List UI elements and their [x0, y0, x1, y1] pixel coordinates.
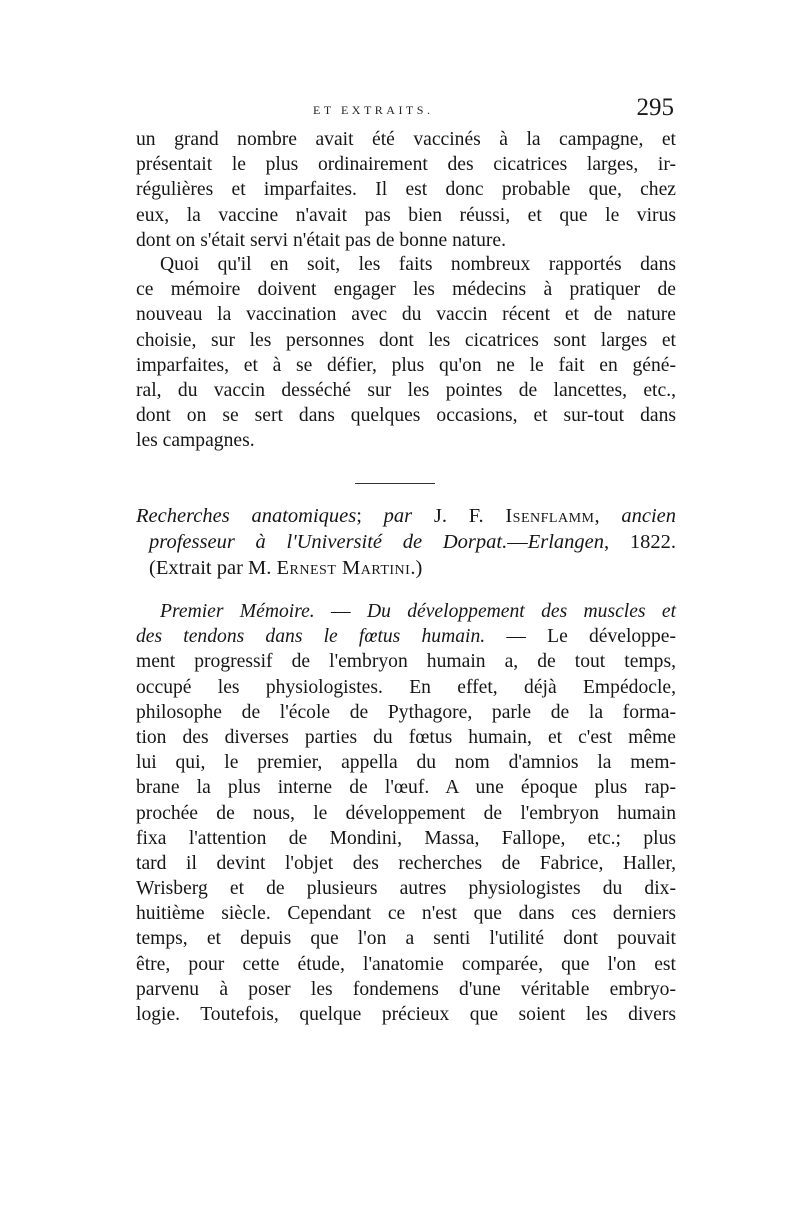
text-line: philosophe de l'école de Pythagore, parle de la forma-: [136, 701, 676, 723]
paragraph-vaccination-advice: [136, 252, 676, 454]
section-divider: [355, 483, 435, 484]
article-title-line: Recherches anatomiques; par J. F. Isenflamm, ancien: [136, 505, 677, 527]
text-line: un grand nombre avait été vaccinés à la campagne, et: [136, 129, 676, 150]
article-title-line: professeur à l'Université de Dorpat.—Erlangen, 1822.: [149, 531, 677, 553]
text-line: choisie, sur les personnes dont les cicatrices sont larges et: [136, 329, 676, 351]
paragraph-vaccine-conclusion: [136, 127, 676, 253]
paragraph-first-memoir: [136, 599, 676, 1027]
publication-place: Erlangen: [527, 531, 605, 553]
running-head: ET EXTRAITS.: [313, 103, 434, 117]
text-line: eux, la vaccine n'avait pas bien réussi, et que le virus: [136, 204, 676, 226]
text-line: tion des diverses parties du fœtus humain, et c'est même: [136, 726, 676, 748]
text-line: être, pour cette étude, l'anatomie comparée, que l'on est: [136, 953, 676, 975]
text-line: nouveau la vaccination avec du vaccin récent et de nature: [136, 304, 676, 326]
text-line: les campagnes.: [136, 430, 255, 452]
article-extract-credit: (Extrait par M. Ernest Martini.): [149, 557, 423, 579]
text-line: lui qui, le premier, appella du nom d'amnios la mem-: [136, 752, 676, 774]
text-line: parvenu à poser les fondemens d'une véritable embryo-: [136, 978, 676, 1000]
text-line: temps, et depuis que l'on a senti l'utilité dont pouvait: [136, 928, 676, 950]
publication-year: , 1822.: [604, 531, 677, 553]
text-line: régulières et imparfaites. Il est donc probable que, chez: [136, 179, 676, 201]
author-name: Isenflamm: [505, 505, 595, 527]
text-line: fixa l'attention de Mondini, Massa, Fallope, etc.; plus: [136, 827, 676, 849]
article-heading: [136, 503, 676, 581]
text-line: imparfaites, et à se défier, plus qu'on ne le fait en géné-: [136, 354, 676, 376]
memoir-label: Premier Mémoire.: [160, 601, 315, 622]
memoir-subject: Du développement des muscles et: [366, 601, 677, 622]
text-line: ral, du vaccin desséché sur les pointes de lancettes, etc.,: [136, 379, 676, 401]
text-line: ment progressif de l'embryon humain a, de tout temps,: [136, 651, 676, 673]
text-line: dont on se sert dans quelques occasions, et sur-tout dans: [136, 405, 676, 427]
text-line: tard il devint l'objet des recherches de Fabrice, Haller,: [136, 852, 676, 874]
text-line: Premier Mémoire. — Du développement des muscles et: [160, 601, 677, 622]
text-line: prochée de nous, le développement de l'embryon humain: [136, 802, 676, 824]
page-header: [136, 94, 676, 131]
extractor-name: Ernest Martini: [276, 557, 411, 579]
text-line: Wrisberg et de plusieurs autres physiologistes du dix-: [136, 878, 676, 900]
text-line: logie. Toutefois, quelque précieux que soient les divers: [136, 1004, 676, 1025]
page-number: 295: [636, 94, 674, 121]
text-line: des tendons dans le fœtus humain. — Le développe-: [136, 626, 677, 648]
text-line: dont on s'était servi n'était pas de bonne nature.: [136, 229, 506, 251]
title-text: Recherches anatomiques: [136, 505, 357, 527]
text-line: huitième siècle. Cependant ce n'est que dans ces derniers: [136, 903, 676, 925]
text-line: Quoi qu'il en soit, les faits nombreux rapportés dans: [160, 254, 676, 275]
text-line: occupé les physiologistes. En effet, déjà Empédocle,: [136, 676, 676, 698]
text-line: ce mémoire doivent engager les médecins à pratiquer de: [136, 279, 676, 301]
text-line: brane la plus interne de l'œuf. A une époque plus rap-: [136, 777, 676, 799]
text-line: présentait le plus ordinairement des cicatrices larges, ir-: [136, 154, 676, 176]
